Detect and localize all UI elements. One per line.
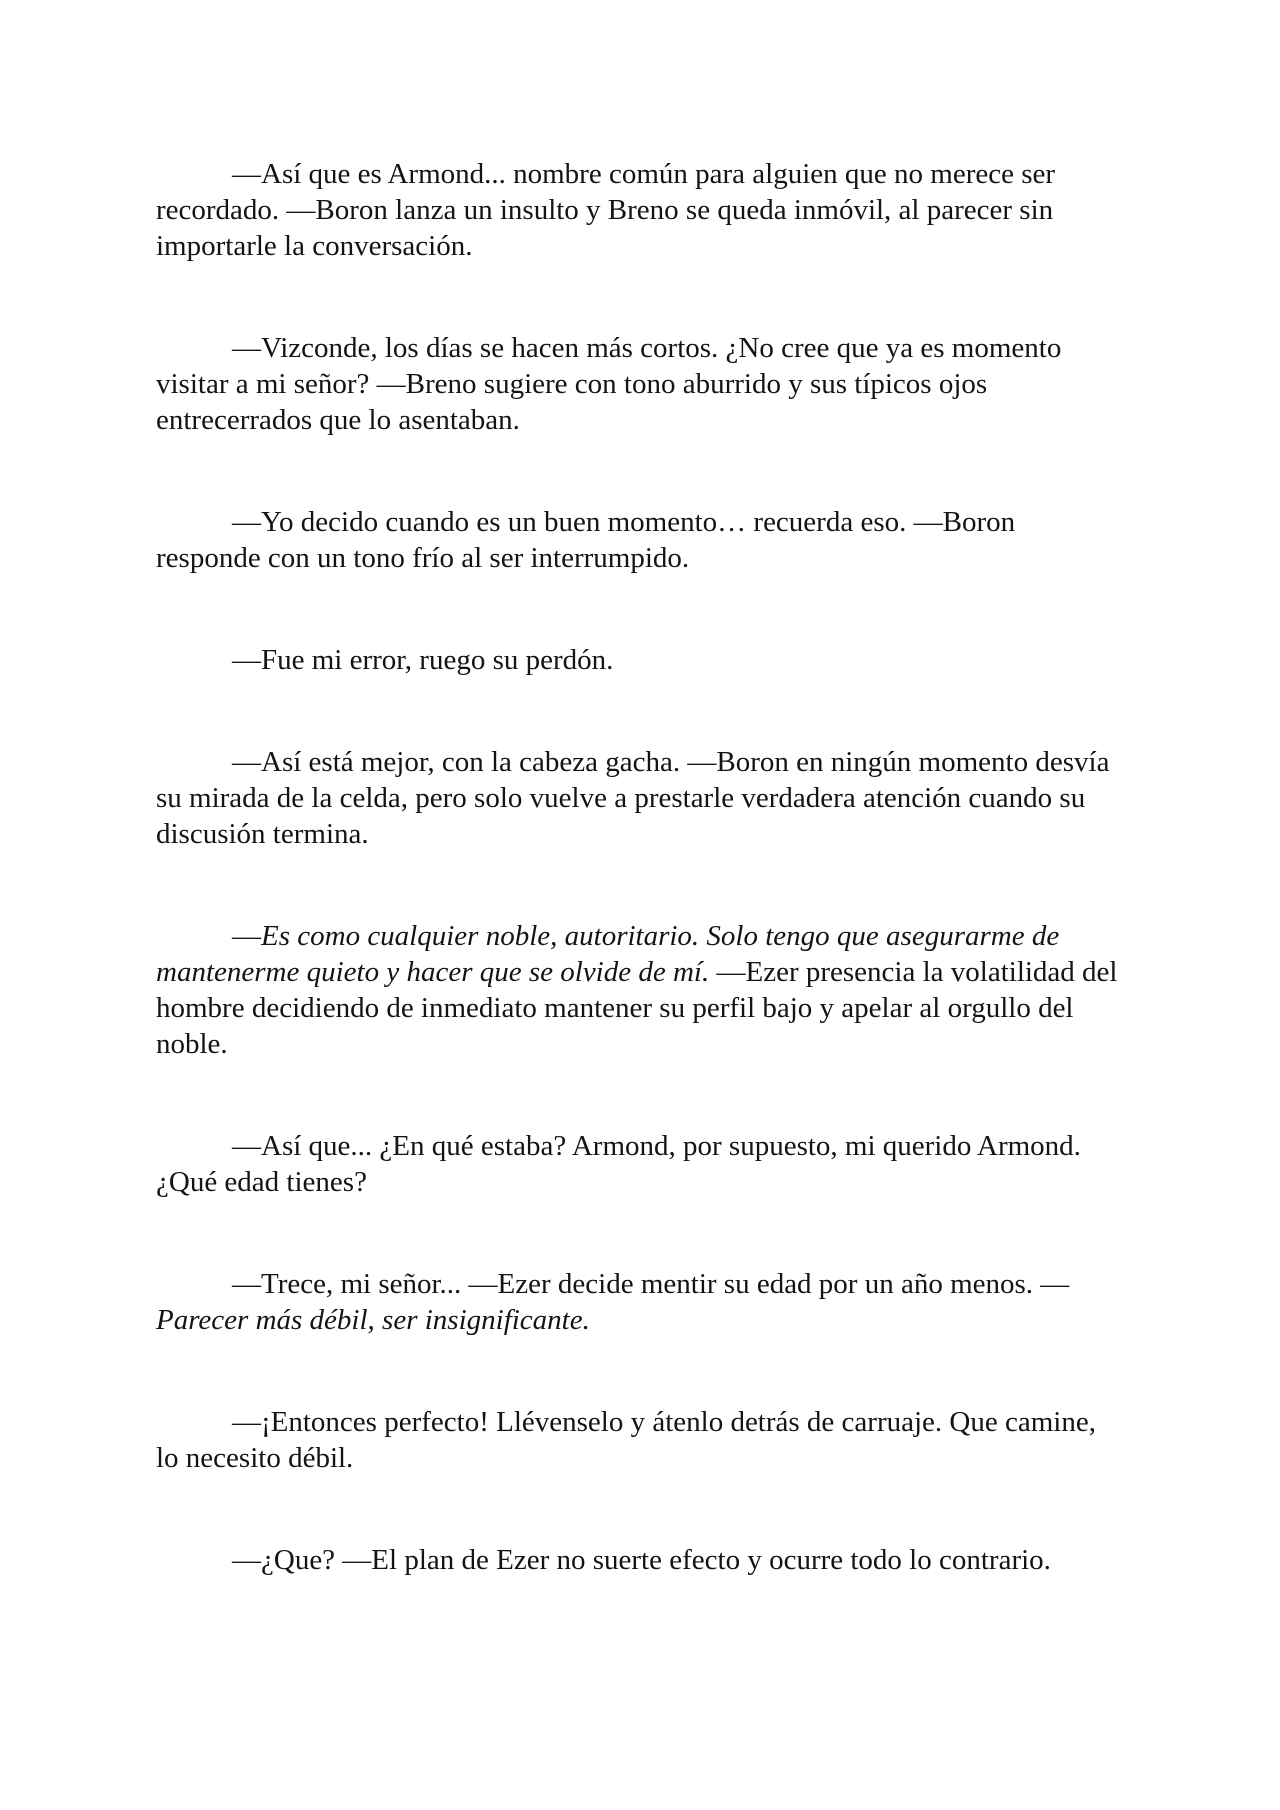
text-line	[156, 642, 1180, 678]
text-segment: —Yo decido cuando es un buen momento… recuerda eso. —Boron	[232, 506, 1016, 538]
text-line	[156, 780, 1180, 816]
text-line	[156, 402, 1180, 438]
paragraph-1	[156, 156, 1180, 264]
text-line	[156, 228, 1180, 264]
text-line	[156, 1164, 1180, 1200]
text-segment: entrecerrados que lo asentaban.	[156, 404, 520, 436]
text-segment: su mirada de la celda, pero solo vuelve a prestarle verdadera atención cuando su	[156, 782, 1086, 814]
italic-thought-segment: mantenerme quieto y hacer que se olvide de mí.	[156, 956, 710, 988]
text-segment: —¿Que? —El plan de Ezer no suerte efecto y ocurre todo lo contrario.	[232, 1544, 1051, 1576]
text-line	[156, 504, 1180, 540]
text-segment: noble.	[156, 1028, 228, 1060]
paragraph-3	[156, 504, 1180, 576]
text-segment: —Vizconde, los días se hacen más cortos. ¿No cree que ya es momento	[232, 332, 1062, 364]
text-line	[156, 330, 1180, 366]
text-line	[156, 918, 1180, 954]
text-segment: visitar a mi señor? —Breno sugiere con tono aburrido y sus típicos ojos	[156, 368, 988, 400]
text-line	[156, 192, 1180, 228]
text-segment: discusión termina.	[156, 818, 369, 850]
paragraph-7	[156, 1128, 1180, 1200]
paragraph-4	[156, 642, 1180, 678]
text-segment: —	[232, 920, 261, 952]
text-segment: recordado. —Boron lanza un insulto y Breno se queda inmóvil, al parecer sin	[156, 194, 1054, 226]
text-line	[156, 954, 1180, 990]
text-line	[156, 1266, 1180, 1302]
text-segment: —Así que... ¿En qué estaba? Armond, por supuesto, mi querido Armond.	[232, 1130, 1081, 1162]
italic-thought-segment: Parecer más débil, ser insignificante.	[156, 1304, 590, 1336]
paragraph-5	[156, 744, 1180, 852]
text-segment: responde con un tono frío al ser interrumpido.	[156, 542, 690, 574]
text-line	[156, 156, 1180, 192]
text-line	[156, 540, 1180, 576]
text-segment: ¿Qué edad tienes?	[156, 1166, 367, 1198]
paragraph-2	[156, 330, 1180, 438]
text-segment: —Fue mi error, ruego su perdón.	[232, 644, 614, 676]
paragraph-9	[156, 1404, 1180, 1476]
paragraph-10	[156, 1542, 1180, 1578]
text-segment: —Ezer presencia la volatilidad del	[709, 956, 1118, 988]
text-line	[156, 366, 1180, 402]
text-line	[156, 816, 1180, 852]
text-segment: —¡Entonces perfecto! Llévenselo y átenlo detrás de carruaje. Que camine,	[232, 1406, 1096, 1438]
italic-thought-segment: Es como cualquier noble, autoritario. Solo tengo que asegurarme de	[261, 920, 1060, 952]
text-line	[156, 990, 1180, 1026]
text-line	[156, 1302, 1180, 1338]
text-line	[156, 1542, 1180, 1578]
text-line	[156, 744, 1180, 780]
text-line	[156, 1404, 1180, 1440]
paragraph-6	[156, 918, 1180, 1062]
text-line	[156, 1440, 1180, 1476]
text-segment: hombre decidiendo de inmediato mantener su perfil bajo y apelar al orgullo del	[156, 992, 1074, 1024]
text-line	[156, 1026, 1180, 1062]
text-segment: lo necesito débil.	[156, 1442, 354, 1474]
text-segment: —Así está mejor, con la cabeza gacha. —Boron en ningún momento desvía	[232, 746, 1110, 778]
text-line	[156, 1128, 1180, 1164]
text-segment: —Así que es Armond... nombre común para alguien que no merece ser	[232, 158, 1056, 190]
text-segment: —Trece, mi señor... —Ezer decide mentir su edad por un año menos. —	[232, 1268, 1070, 1300]
paragraph-8	[156, 1266, 1180, 1338]
text-segment: importarle la conversación.	[156, 230, 473, 262]
